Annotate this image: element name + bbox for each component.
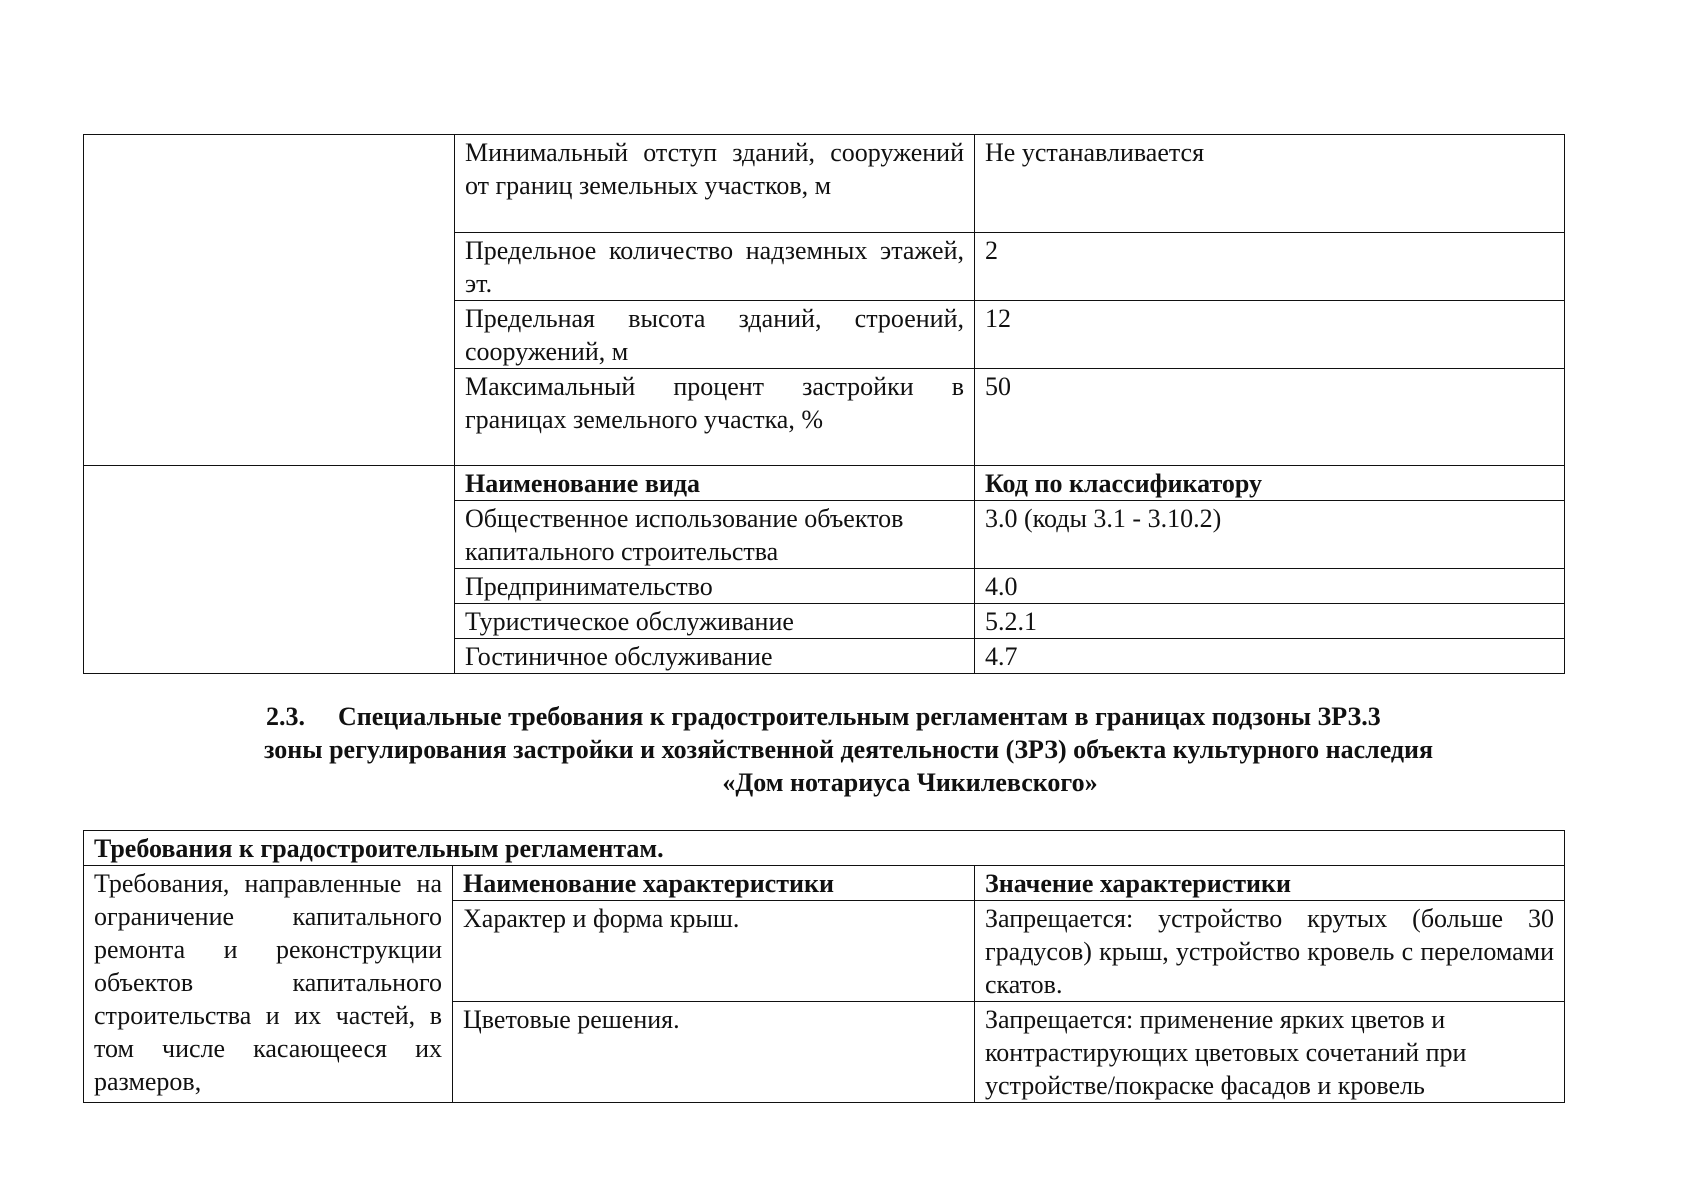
section-number: 2.3. bbox=[266, 702, 305, 731]
regulations-table bbox=[83, 134, 1565, 674]
param-name: Предельная высота зданий, строений, сооружений, м bbox=[455, 301, 975, 369]
use-name: Общественное использование объектов капитального строительства bbox=[455, 501, 975, 569]
use-name-header: Наименование вида bbox=[455, 466, 975, 501]
param-name: Минимальный отступ зданий, сооружений от границ земельных участков, м bbox=[455, 135, 975, 233]
use-code: 5.2.1 bbox=[975, 604, 1565, 639]
section-heading bbox=[200, 700, 1620, 799]
header-row bbox=[84, 866, 1565, 901]
characteristic-value: Запрещается: устройство крутых (больше 30 градусов) крыш, устройство кровель с переломами скатов. bbox=[975, 901, 1565, 1002]
characteristic-value: Запрещается: применение ярких цветов и контрастирующих цветовых сочетаний при устройстве/покраске фасадов и кровель bbox=[975, 1002, 1565, 1103]
param-name: Максимальный процент застройки в границах земельного участка, % bbox=[455, 369, 975, 466]
heading-text: Специальные требования к градостроительным регламентам в границах подзоны ЗРЗ.3 bbox=[338, 702, 1381, 731]
use-code-header: Код по классификатору bbox=[975, 466, 1565, 501]
param-value: 50 bbox=[975, 369, 1565, 466]
use-name: Туристическое обслуживание bbox=[455, 604, 975, 639]
empty-left-cell bbox=[84, 466, 455, 674]
param-name: Предельное количество надземных этажей, эт. bbox=[455, 233, 975, 301]
use-name: Предпринимательство bbox=[455, 569, 975, 604]
title-row bbox=[84, 831, 1565, 866]
use-code: 4.7 bbox=[975, 639, 1565, 674]
param-value: 2 bbox=[975, 233, 1565, 301]
param-value: 12 bbox=[975, 301, 1565, 369]
use-code: 4.0 bbox=[975, 569, 1565, 604]
characteristic-value-header: Значение характеристики bbox=[975, 866, 1565, 901]
uses-header-row bbox=[84, 466, 1565, 501]
param-row bbox=[84, 135, 1565, 233]
heading-line: «Дом нотариуса Чикилевского» bbox=[722, 768, 1098, 797]
empty-left-cell bbox=[84, 135, 455, 466]
requirements-title: Требования к градостроительным регламентам. bbox=[84, 831, 1565, 866]
use-name: Гостиничное обслуживание bbox=[455, 639, 975, 674]
requirements-left-text: Требования, направленные на ограничение капитального ремонта и реконструкции объектов капитального строительства и их частей, в том числе касающееся их размеров, bbox=[84, 866, 453, 1103]
use-code: 3.0 (коды 3.1 - 3.10.2) bbox=[975, 501, 1565, 569]
characteristic-name: Характер и форма крыш. bbox=[453, 901, 975, 1002]
param-value: Не устанавливается bbox=[975, 135, 1565, 233]
characteristic-name-header: Наименование характеристики bbox=[453, 866, 975, 901]
heading-line bbox=[200, 700, 1620, 733]
requirements-table bbox=[83, 830, 1565, 1103]
heading-line: зоны регулирования застройки и хозяйственной деятельности (ЗРЗ) объекта культурного наследия bbox=[264, 735, 1434, 764]
characteristic-name: Цветовые решения. bbox=[453, 1002, 975, 1103]
